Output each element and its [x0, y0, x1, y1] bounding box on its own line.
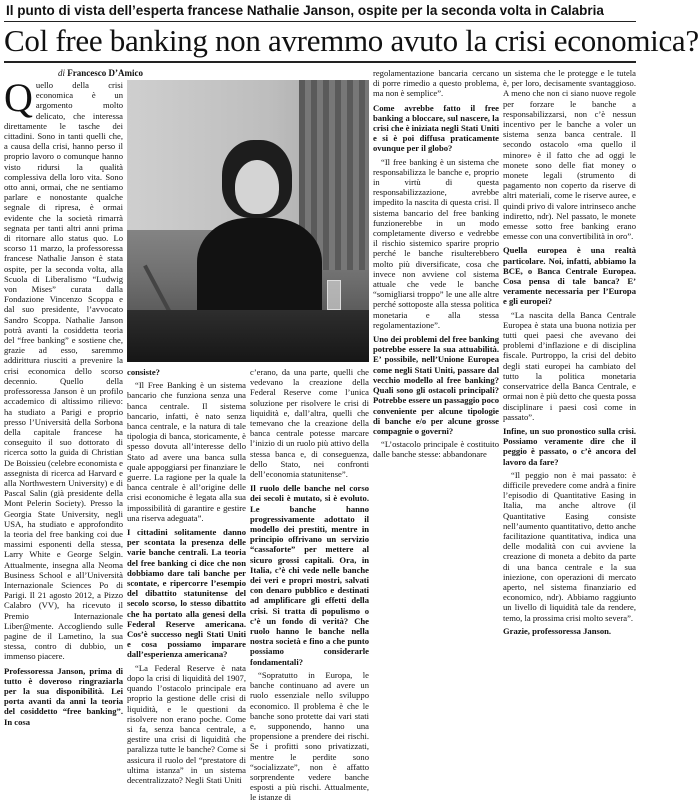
column-2: [127, 367, 246, 785]
column-5: [503, 68, 636, 636]
speaker-photo: [127, 80, 369, 362]
photo-desk: [127, 310, 369, 362]
column-4: [373, 68, 499, 577]
answer-3: “Sopratutto in Europa, le banche continuano ad avere un ruolo essenziale nello sviluppo economico. Il problema è che le banche sono protette dai vari stati e, supponendo, hanno una propensione a prendere dei rischi. Se i profitti sono privatizzati, mentre le perdite sono “socializzate”, non è affatto sorprendente vedere banche esposti a più rischi. Attualmente, le istanze di: [250, 669, 369, 803]
answer-5-cont: un sistema che le protegge e le tutela è, per loro, decisamente svantaggioso. A meno che non ci siano nuove regole per forzare le banche a responsabilizzarsi, non c’è nessun incentivo per le banche a voler un sistema senza banca centrale. Il secondo ostacolo «ma quello il minore» è il fatto che ad oggi le monete sono delle fiat money o monete legali (strumento di pagamento non coperto da riserve di altri materiali, come le riserve auree, e quindi privo di valore intrinseco anche indiretto, ndr). Nel passato, le monete emesse sotto free banking erano emesse con una convertibilità in oro”.: [503, 68, 636, 242]
question-4: Come avrebbe fatto il free banking a bloccare, sul nascere, la crisi che è iniziata negli Stati Uniti e si è poi diffusa praticamente ovunque per il globo?: [373, 102, 499, 154]
byline-prefix: di: [58, 68, 66, 78]
question-6: Quella europea è una realtà particolare. Noi, infatti, abbiamo la BCE, o Banca Centrale Europea. Cosa pensa di tale banca? E’ veramente necessaria per l’Europa e gli europei?: [503, 245, 636, 307]
answer-1: “Il Free Banking è un sistema bancario che funziona senza una banca centrale. Il sistema bancario, infatti, è nato senza banca centrale, e la natura di tale tipologia di banca, storicamente, è spesso dovuta all’interesse dello Stato ad avere una banca sulla quale appoggiarsi per finanziare le guerre. La ragione per la quale la banca centrale è all’origine delle crisi economiche è legata alla sua impossibilità di garantire e gestire una riserva adeguata”.: [127, 380, 246, 523]
question-5: Uno dei problemi del free banking potrebbe essere la sua attuabilità. E’ possibile, nell’Unione Europea come negli Stati Uniti, passare dal vecchio modello al free banking? Quali sono gli ostacoli principali? Potrebbe essere un passaggio poco conveniente per alcune tipologie di banche e/o per alcune grosse compagnie o governi?: [373, 334, 499, 436]
photo-face: [235, 160, 279, 214]
byline: [58, 68, 228, 79]
answer-2: “La Federal Reserve è nata dopo la crisi di liquidità del 1907, quando l’ostacolo principale era proprio la gestione delle crisi di liquidità, e le questioni da risolvere non erano poche. Come si fa, senza banca centrale, a gestire una crisi di liquidità che paralizza tutte le banche? Come si assicura il ruolo del “prestatore di ultima istanza” in un sistema decentralizzato? Negli Stati Uniti: [127, 662, 246, 785]
intro-paragraph: [4, 75, 123, 662]
byline-author: Francesco D’Amico: [67, 68, 143, 78]
kicker: Il punto di vista dell’esperta francese Nathalie Janson, ospite per la seconda volta in Calabria: [6, 3, 604, 18]
water-glass-icon: [327, 280, 341, 310]
question-2: I cittadini solitamente danno per scontata la presenza delle varie banche centrali. La teoria del free banking ci dice che non dobbiamo dare tali banche per scontate, e ripercorre l’esempio del dibattito statunitense del secolo scorso, lo stesso dibattito che ha portato alla genesi della Federal Reserve americana. Cos’è successo negli Stati Uniti e cosa possiamo imparare dall’esperienza americana?: [127, 527, 246, 660]
bottom-rule: [4, 61, 636, 63]
headline: Col free banking non avremmo avuto la crisi economica?: [4, 23, 699, 58]
intro-text: uello della crisi economica è un argomento molto delicato, che interessa direttamente le tasche dei cittadini. Sono in tanti quelli che, a causa della crisi, hanno perso il proprio lavoro o comunque hanno visto ridursi la qualità complessiva della loro vita. Sono otto anni, ormai, che ne sentiamo parlare e nonostante qualche segnale di ripresa, è ormai evidente che la società rimarrà segnata per tanti altri anni prima di ritornare allo status quo. Lo scorso 11 marzo, la professoressa francese Nathalie Janson è stata ospite, per la seconda volta, alla Scuola di Liberalismo “Ludwig von Mises” curata dalla Fondazione Vincenzo Scoppa e dal suo presidente, l’avvocato Sandro Scoppa. Nathalie Janson potrà avanti la cosiddetta teoria del “free banking” e sostiene che, grazie ad esso, saremmo addirittura riusciti a prevenire la crisi economica dello scorso decennio. Quello della professoressa Janson è un profilo accademico di altissimo rilievo: ha studiato a Parigi e proprio presso l’Università della Sorbona della capitale francese ha conseguito il suo dottorato di ricerca sotto la guida di Christian De Boissieu (celebre economista e assegnista di ricerca ad Harvard e alla Northwestern University) e di Pascal Salin (già presidente della Mont Pelerin Society). Presso la Georgia State University, negli USA, ha studiato e approfondito la teoria del free banking coi due massimi esponenti della stessa, Larry White e George Selgin. Attualmente, insegna alla Neoma Business School e all’Università Internazionale Sciences Po di Parigi. Il 21 agosto 2012, a Pizzo Calabro (VV), ha ricevuto il Premio Internazionale Liber@mente. Accogliendo sulle pagine de il Lametino, la sua stessa, contro di dubbio, un immenso piacere.: [4, 80, 123, 662]
question-1-end: consiste?: [127, 367, 160, 377]
answer-7: “Il peggio non è mai passato: è difficile prevedere come andrà a finire l’episodio di Quantitative Easing in Italia, ma anche altrove (il Quantitative Easing consiste nell’aumento quantitativo, detto anche facilitazione quantitativa, indica una delle modalità con cui avviene la creazione di moneta a debito da parte di una banca centrale e la sua iniezione, con operazioni di mercato aperto, nel sistema finanziario ed economico, ndr). Abbiamo raggiunto un livello di liquidità tale da rendere, temo, la prossima crisi molto severa”.: [503, 469, 636, 623]
answer-6: “La nascita della Banca Centrale Europea è stata una buona notizia per tutti quei paesi che avevano dei problemi d’inflazione e di disciplina fiscale. Purtroppo, la crisi del debito degli stati europei ha cambiato del tutto la politica monetaria conservatrice della Banca Centrale, e ormai non è più detto che questa possa disciplinare i paesi così come in passato”.: [503, 309, 636, 422]
column-3: [250, 367, 369, 803]
question-1: Professoressa Janson, prima di tutto è doveroso ringraziarla per la sua disponibilità. Lei porta avanti da anni la teoria del cosiddetto “free banking”. In cosa: [4, 665, 123, 727]
answer-5: “L’ostacolo principale è costituito dalle banche stesse: abbandonare: [373, 439, 499, 460]
question-3: Il ruolo delle banche nel corso dei secoli è mutato, si è evoluto. Le banche hanno progressivamente adottato il modello dei prestiti, mentre in principio offrivano un servizio “cassaforte” per mettere al sicuro grossi capitali. Ora, in Italia, c’è chi vede nelle banche dei veri e propri mostri, salvati con denaro pubblico e destinati ad amplificare gli effetti della crisi. Si tratta di populismo o c’è un fondo di verità? Che ruolo hanno le banche nella nostra società e fino a che punto possiamo considerarle fondamentali?: [250, 483, 369, 667]
answer-2-cont: c’erano, da una parte, quelli che vedevano la creazione della Federal Reserve come l’unica soluzione per risolvere le crisi di liquidità e, dall’altra, quelli che temevano che la creazione della banca centrale potesse marcare l’inizio di un ruolo più attivo della stessa banca e, di conseguenza, dello Stato, nei confronti dell’economia statunitense”.: [250, 367, 369, 480]
question-7: Infine, un suo pronostico sulla crisi. Possiamo veramente dire che il peggio è passato, o c’è ancora del lavoro da fare?: [503, 425, 636, 467]
closing-thanks: Grazie, professoressa Janson.: [503, 625, 612, 636]
drop-cap: Q: [4, 75, 33, 120]
column-1: [4, 75, 123, 727]
answer-3-end: regolamentazione bancaria cercano di porre rimedio a questo problema, ma non è semplice”.: [373, 68, 499, 99]
answer-4: “Il free banking è un sistema che responsabilizza le banche e, proprio in virtù di questa responsabilizzazione, avrebbe impedito la nascita di questa crisi. Il sistema bancario del free banking funzionerebbe in un modo completamente diverso e vedrebbe il rischio sistemico sparire proprio perché le banche risulterebbero molto più diversificate, cosa che invece non avviene col sistema attuale che vede le banche “somigliarsi troppo” le une alle altre perché sottoposte alla stessa politica monetaria e alla stessa regolamentazione”.: [373, 156, 499, 330]
